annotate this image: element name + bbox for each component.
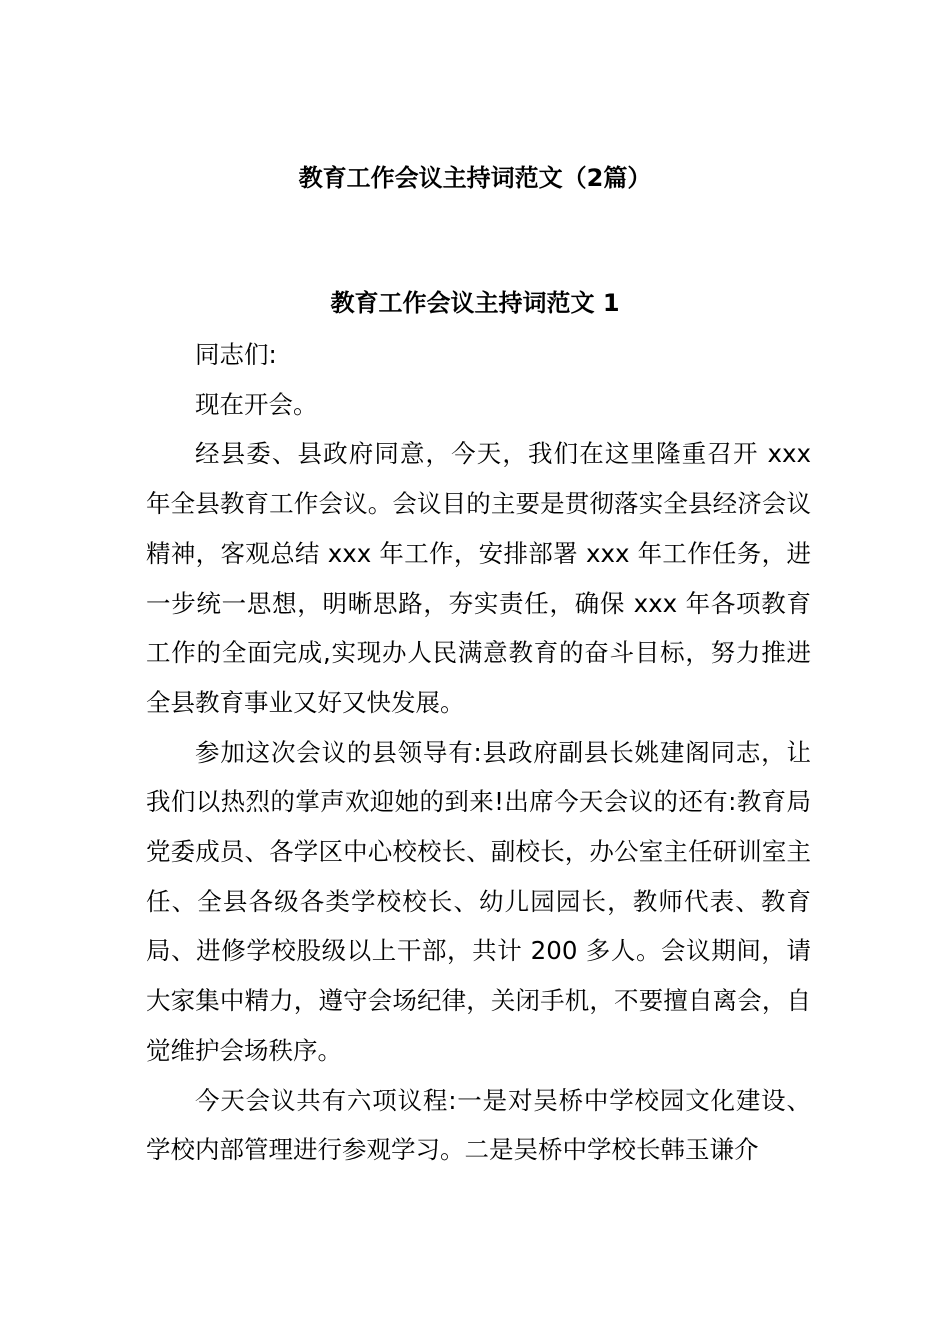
paragraph-salutation: 同志们: xyxy=(195,340,277,369)
section-title: 教育工作会议主持词范文 1 xyxy=(330,289,620,317)
paragraph-agenda: 今天会议共有六项议程:一是对吴桥中学校园文化建设、学校内部管理进行参观学习。二是吴桥中学校长韩玉谦介 xyxy=(146,1085,811,1165)
document-body xyxy=(146,330,811,1175)
paragraph-opening: 现在开会。 xyxy=(195,389,318,419)
paragraph-attendees: 参加这次会议的县领导有:县政府副县长姚建阁同志，让我们以热烈的掌声欢迎她的到来!出席今天会议的还有:教育局党委成员、各学区中心校校长、副校长，办公室主任研训室主任、全县各级各类学校校长、幼儿园园长，教师代表、教育局、进修学校股级以上干部，共计 200 多人。会议期间，请大家集中精力，遵守会场纪律，关闭手机，不要擅自离会，自觉维护会场秩序。 xyxy=(146,737,811,1065)
paragraph-meeting-purpose: 经县委、县政府同意，今天，我们在这里隆重召开 xxx 年全县教育工作会议。会议目的主要是贯彻落实全县经济会议精神，客观总结 xxx 年工作，安排部署 xxx 年工作任务，进一步统一思想，明晰思路，夯实责任，确保 xxx 年各项教育工作的全面完成,实现办人民满意教育的奋斗目标，努力推进全县教育事业又好又快发展。 xyxy=(146,439,811,717)
document-title: 教育工作会议主持词范文（2篇） xyxy=(298,164,652,192)
